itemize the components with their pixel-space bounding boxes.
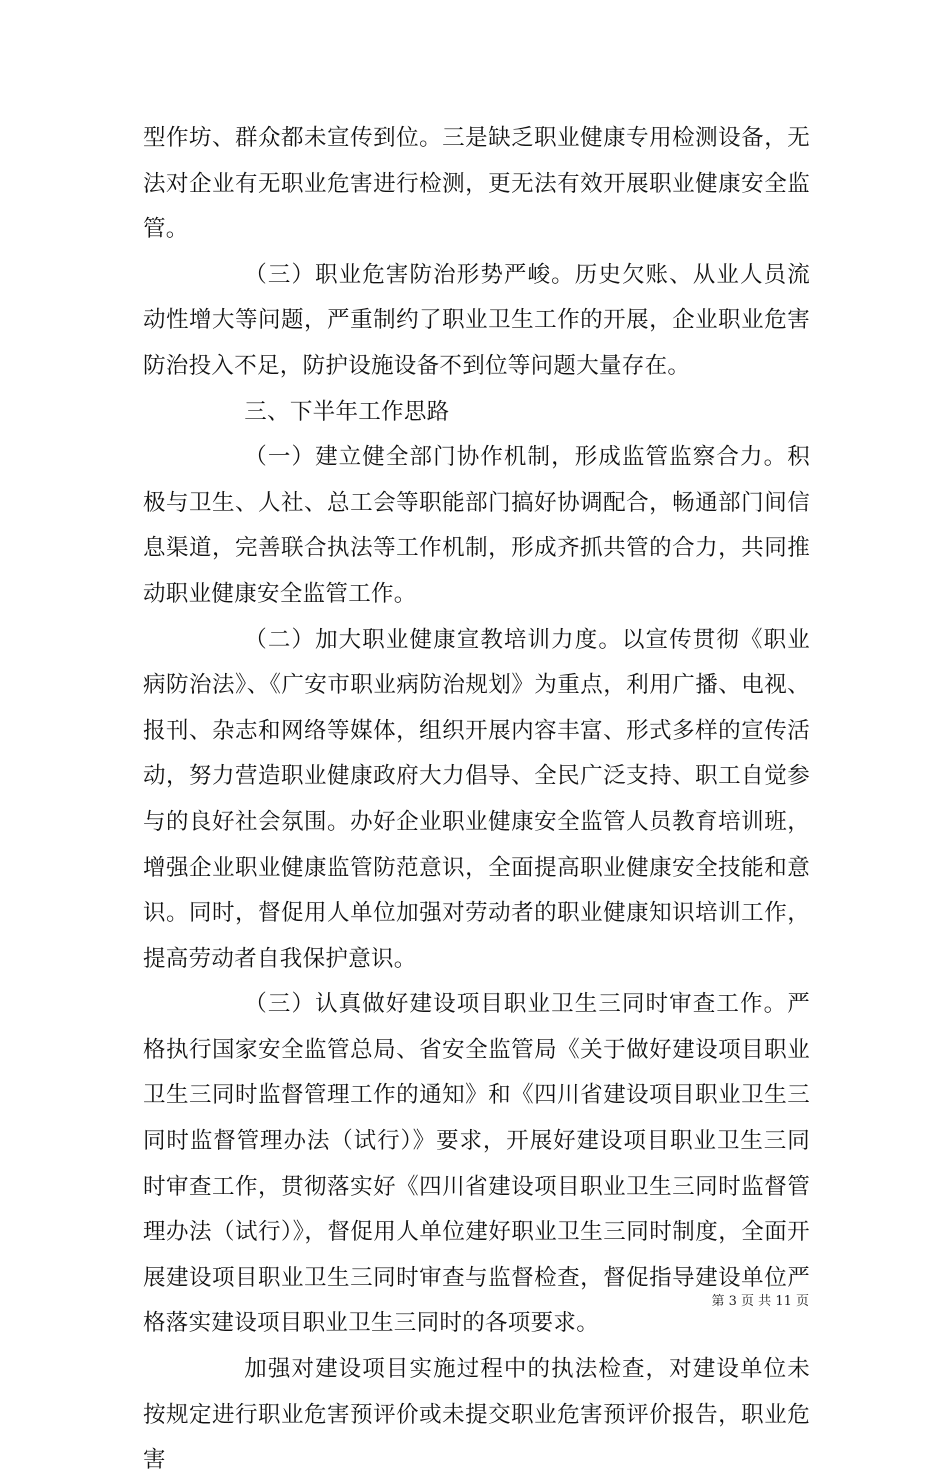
paragraph-section-3-2: （二）加大职业健康宣教培训力度。以宣传贯彻《职业病防治法》、《广安市职业病防治规划》为重点，利用广播、电视、报刊、杂志和网络等媒体，组织开展内容丰富、形式多样的宣传活动，努力营造职业健康政府大力倡导、全民广泛支持、职工自觉参与的良好社会氛围。办好企业职业健康安全监管人员教育培训班，增强企业职业健康监管防范意识，全面提高职业健康安全技能和意识。同时，督促用人单位加强对劳动者的职业健康知识培训工作，提高劳动者自我保护意识。 [143,626,810,972]
paragraph-section-3-1: （一）建立健全部门协作机制，形成监管监察合力。积极与卫生、人社、总工会等职能部门搞好协调配合，畅通部门间信息渠道，完善联合执法等工作机制，形成齐抓共管的合力，共同推动职业健康安全监管工作。 [143,444,810,607]
document-body [143,116,810,1484]
section-heading-3: 三、下半年工作思路 [244,398,450,425]
paragraph-section-3-3: （三）认真做好建设项目职业卫生三同时审查工作。严格执行国家安全监管总局、省安全监管局《关于做好建设项目职业卫生三同时监督管理工作的通知》和《四川省建设项目职业卫生三同时监督管理办法（试行）》要求，开展好建设项目职业卫生三同时审查工作，贯彻落实好《四川省建设项目职业卫生三同时监督管理办法（试行）》，督促用人单位建好职业卫生三同时制度，全面开展建设项目职业卫生三同时审查与监督检查，督促指导建设单位严格落实建设项目职业卫生三同时的各项要求。 [143,991,810,1337]
paragraph-continuation: 型作坊、群众都未宣传到位。三是缺乏职业健康专用检测设备，无法对企业有无职业危害进行检测，更无法有效开展职业健康安全监管。 [143,125,810,243]
paragraph-enforcement: 加强对建设项目实施过程中的执法检查，对建设单位未按规定进行职业危害预评价或未提交职业危害预评价报告，职业危害 [143,1356,810,1474]
paragraph-section-2-3: （三）职业危害防治形势严峻。历史欠账、从业人员流动性增大等问题，严重制约了职业卫生工作的开展，企业职业危害防治投入不足，防护设施设备不到位等问题大量存在。 [143,261,810,379]
page-number: 第 3 页 共 11 页 [711,1294,809,1309]
